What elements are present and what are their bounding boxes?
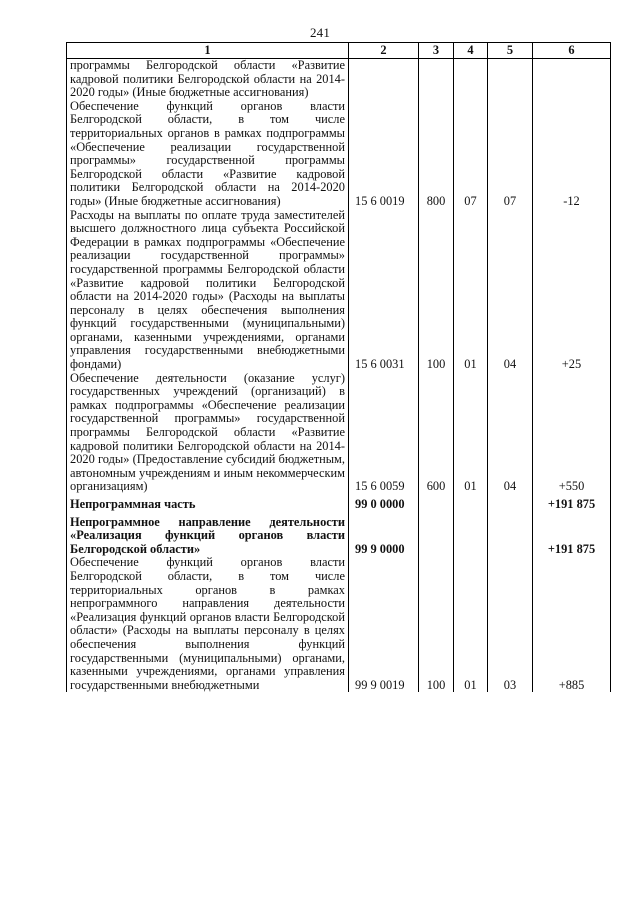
section-code [454, 516, 488, 557]
target-article-code: 15 6 0059 [349, 372, 419, 494]
expense-type-code [419, 516, 454, 557]
target-article-code [349, 59, 419, 100]
amount: -12 [533, 100, 611, 209]
table-row [67, 59, 611, 100]
column-header-2: 2 [349, 43, 419, 59]
expense-type-code: 100 [419, 209, 454, 372]
amount: +25 [533, 209, 611, 372]
column-header-4: 4 [454, 43, 488, 59]
section-code [454, 59, 488, 100]
expense-type-code [419, 498, 454, 512]
column-header-5: 5 [488, 43, 533, 59]
subsection-code: 03 [488, 556, 533, 692]
row-description: Обеспечение функций органов власти Белгородской области, в том числе территориальных органов в рамках непрограммного направления деятельности «Реализация функций органов власти Белгородской области» (Расходы на выплаты персоналу в целях обеспечения выполнения функций государственными (муниципальными) органами, казенными учреждениями, органами управления государственными внебюджетными [67, 556, 349, 692]
row-description: программы Белгородской области «Развитие кадровой политики Белгородской области на 2014-2020 годы» (Иные бюджетные ассигнования) [67, 59, 349, 100]
amount: +550 [533, 372, 611, 494]
table-row [67, 498, 611, 512]
target-article-code: 99 0 0000 [349, 498, 419, 512]
target-article-code: 99 9 0019 [349, 556, 419, 692]
subsection-code: 04 [488, 209, 533, 372]
subsection-code [488, 498, 533, 512]
expense-type-code: 100 [419, 556, 454, 692]
row-description: Непрограммная часть [67, 498, 349, 512]
target-article-code: 15 6 0019 [349, 100, 419, 209]
target-article-code: 99 9 0000 [349, 516, 419, 557]
expense-type-code [419, 59, 454, 100]
column-header-3: 3 [419, 43, 454, 59]
column-header-6: 6 [533, 43, 611, 59]
row-description: Расходы на выплаты по оплате труда заместителей высшего должностного лица субъекта Российской Федерации в рамках подпрограммы «Обеспечение реализации государственной программы» государственной программы Белгородской области «Развитие кадровой политики Белгородской области на 2014-2020 годы» (Расходы на выплаты персоналу в целях обеспечения выполнения функций государственными (муниципальными) органами, казенными учреждениями, органами управления государственными внебюджетными фондами) [67, 209, 349, 372]
amount: +191 875 [533, 516, 611, 557]
target-article-code: 15 6 0031 [349, 209, 419, 372]
section-code [454, 498, 488, 512]
row-description: Обеспечение функций органов власти Белгородской области, в том числе территориальных органов в рамках подпрограммы «Обеспечение реализации государственной программы» государственной программы Белгородской области «Развитие кадровой политики Белгородской области на 2014-2020 годы» (Иные бюджетные ассигнования) [67, 100, 349, 209]
subsection-code: 04 [488, 372, 533, 494]
table-row [67, 372, 611, 494]
section-code: 01 [454, 556, 488, 692]
amount: +885 [533, 556, 611, 692]
row-description: Обеспечение деятельности (оказание услуг) государственных учреждений (организаций) в рамках подпрограммы «Обеспечение реализации государственной программы» государственной программы Белгородской области «Развитие кадровой политики Белгородской области на 2014-2020 годы» (Предоставление субсидий бюджетным, автономным учреждениям и иным некоммерческим организациям) [67, 372, 349, 494]
table-row [67, 516, 611, 557]
page-number: 241 [309, 25, 331, 40]
section-code: 01 [454, 372, 488, 494]
expense-type-code: 600 [419, 372, 454, 494]
amount [533, 59, 611, 100]
subsection-code [488, 516, 533, 557]
table-row [67, 100, 611, 209]
table-row [67, 556, 611, 692]
budget-table [66, 42, 611, 692]
table-row [67, 209, 611, 372]
row-description: Непрограммное направление деятельности «Реализация функций органов власти Белгородской области» [67, 516, 349, 557]
expense-type-code: 800 [419, 100, 454, 209]
section-code: 07 [454, 100, 488, 209]
subsection-code [488, 59, 533, 100]
subsection-code: 07 [488, 100, 533, 209]
table-header-row [67, 43, 611, 59]
amount: +191 875 [533, 498, 611, 512]
column-header-1: 1 [67, 43, 349, 59]
section-code: 01 [454, 209, 488, 372]
